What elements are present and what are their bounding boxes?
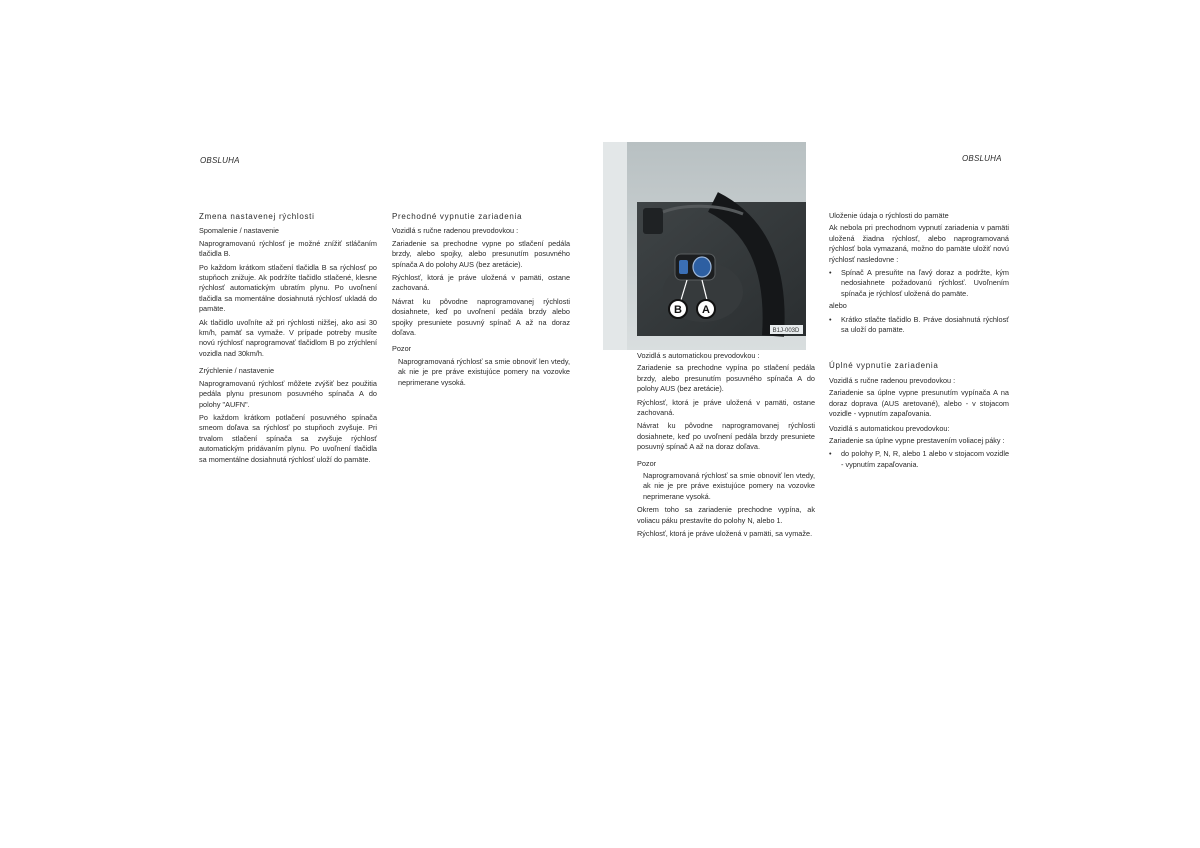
right-page-header: OBSLUHA xyxy=(962,154,1002,163)
right-column-1 xyxy=(637,351,815,543)
figure-code: B1J-003D xyxy=(772,328,800,334)
subheading: Vozidlá s ručne radenou prevodovkou : xyxy=(392,226,519,236)
subheading: Uloženie údaja o rýchlosti do pamäte xyxy=(829,211,949,220)
bullet-item xyxy=(829,315,1009,336)
left-column-1 xyxy=(199,212,377,468)
paragraph: Rýchlosť, ktorá je práve uložená v pamäti, ostane zachovaná. xyxy=(392,273,570,293)
paragraph: Zariadenie sa úplne vypne prestavením voliacej páky : xyxy=(829,435,1005,445)
paragraph: Rýchlosť, ktorá je práve uložená v pamäti, ostane zachovaná. xyxy=(637,397,815,418)
subheading: Vozidlá s automatickou prevodovkou : xyxy=(637,351,760,360)
subheading: Vozidlá s automatickou prevodovkou: xyxy=(829,423,950,433)
subheading: Pozor xyxy=(392,344,412,354)
subheading: Zrýchlenie / nastavenie xyxy=(199,366,275,376)
paragraph: Naprogramovanú rýchlosť je možné znížiť stláčaním tlačidla B. xyxy=(199,238,377,259)
bullet-item xyxy=(829,268,1009,299)
paragraph: Okrem toho sa zariadenie prechodne vypína, ak voliacu páku prestavíte do polohy N, alebo 1. xyxy=(637,505,815,525)
paragraph: Ak nebola pri prechodnom vypnutí zariadenia v pamäti uložená žiadna rýchlosť, alebo naprogramovaná rýchlosť bola vymazaná, možno do pamäte uložiť novú rýchlosť nasledovne : xyxy=(829,223,1009,264)
bullet-mark: • xyxy=(829,449,832,459)
label-b: B xyxy=(674,304,682,316)
paragraph: Zariadenie sa úplne vypne presunutím vypínača A na doraz doprava (AUS aretované), alebo - v stojacom vozidle - vypnutím zapaľovania. xyxy=(829,388,1009,419)
bullet-mark: • xyxy=(829,314,832,324)
bullet-item xyxy=(829,449,1009,470)
section-heading: Prechodné vypnutie zariadenia xyxy=(392,212,523,221)
warning-text: Naprogramovaná rýchlosť sa smie obnoviť len vtedy, ak nie je pre práve existujúce pomery na vozovke neprimerane vysoká. xyxy=(398,356,570,387)
subheading: Spomalenie / nastavenie xyxy=(199,226,279,236)
label-a: A xyxy=(702,304,710,316)
subheading: Pozor xyxy=(637,458,657,468)
bullet-text: Krátko stlačte tlačidlo B. Práve dosiahnutá rýchlosť sa uloží do pamäte. xyxy=(841,314,1009,335)
paragraph: alebo xyxy=(829,301,847,311)
cruise-control-photo xyxy=(603,142,806,350)
right-column-2 xyxy=(829,211,1009,470)
paragraph: Zariadenie sa prechodne vypína po stlačení pedála brzdy, alebo presunutím posuvného spínača A do polohy AUS (bez aretácie). xyxy=(637,363,815,394)
warning-text: Naprogramovaná rýchlosť sa smie obnoviť len vtedy, ak nie je pre práve existujúce pomery na vozovke neprimerane vysoká. xyxy=(643,471,815,501)
bullet-text: Spínač A presuňte na ľavý doraz a podržte, kým nedosiahnete požadovanú rýchlosť. Uvoľnením spínača je rýchlosť uložená do pamäte. xyxy=(841,268,1009,298)
bullet-mark: • xyxy=(829,268,832,278)
subheading: Vozidlá s ručne radenou prevodovkou : xyxy=(829,375,956,385)
left-column-2 xyxy=(392,212,570,391)
left-page-header: OBSLUHA xyxy=(200,156,240,165)
section-heading: Zmena nastavenej rýchlosti xyxy=(199,212,315,221)
paragraph: Rýchlosť, ktorá je práve uložená v pamäti, sa vymaže. xyxy=(637,529,813,539)
bullet-text: do polohy P, N, R, alebo 1 alebo v stojacom vozidle - vypnutím zapaľovania. xyxy=(841,449,1009,469)
paragraph: Ak tlačidlo uvoľníte až pri rýchlosti nižšej, ako asi 30 km/h, pamäť sa vymaže. V prípade potreby musíte novú rýchlosť naprogramovať tlačidlom B po zrýchlení vozidla nad 30km/h. xyxy=(199,317,377,358)
steering-column-illustration xyxy=(603,142,806,350)
paragraph: Návrat ku pôvodne naprogramovanej rýchlosti dosiahnete, keď po uvoľnení pedála brzdy presuniete posuvný spínač A až na doraz doľava. xyxy=(637,421,815,452)
paragraph: Naprogramovanú rýchlosť môžete zvýšiť bez použitia pedála plynu presunom posuvného spínača A do polohy "AUFN". xyxy=(199,378,377,409)
paragraph: Zariadenie sa prechodne vypne po stlačení pedála brzdy, alebo spojky, alebo presunutím posuvného spínača A do polohy AUS (bez aretácie). xyxy=(392,238,570,269)
section-heading: Úplné vypnutie zariadenia xyxy=(829,361,939,371)
paragraph: Návrat ku pôvodne naprogramovanej rýchlosti dosiahnete, keď po uvoľnení pedála brzdy alebo spojky presuniete posuvný spínač A až na doraz doľava. xyxy=(392,296,570,338)
paragraph: Po každom krátkom stlačení tlačidla B sa rýchlosť po stupňoch znižuje. Ak podržíte tlačidlo stlačené, klesne rýchlosť automatickým ubratím plynu. Po uvoľnení tlačidla sa momentálne dosiahnutá rýchlosť ukladá do pamäte. xyxy=(199,262,377,314)
paragraph: Po každom krátkom potlačení posuvného spínača smeom doľava sa rýchlosť po stupňoch zvyšuje. Pri trvalom stlačení spínača sa zvyšuje rýchlosť automatickým pridávaním plynu. Po uvoľnení tlačidla sa momentálne dosiahnutá rýchlosť uloží do pamäte. xyxy=(199,412,377,464)
